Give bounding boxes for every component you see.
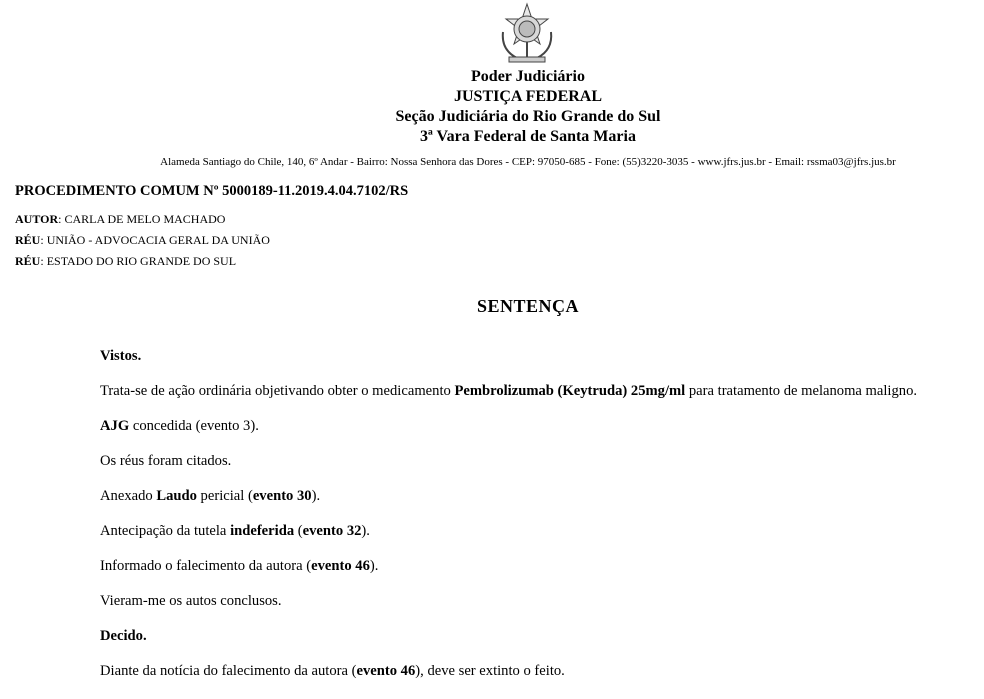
party-defendant: RÉU: ESTADO DO RIO GRANDE DO SUL	[15, 254, 237, 268]
paragraph-decido: Decido.	[100, 628, 147, 644]
party-defendant: RÉU: UNIÃO - ADVOCACIA GERAL DA UNIÃO	[15, 233, 270, 247]
party-role: RÉU	[15, 254, 41, 268]
party-name: CARLA DE MELO MACHADO	[64, 212, 226, 226]
party-role: RÉU	[15, 233, 41, 247]
document-title: SENTENÇA	[476, 296, 580, 316]
paragraph-report: Anexado Laudo pericial (evento 30).	[100, 488, 321, 504]
header-justice: JUSTIÇA FEDERAL	[453, 88, 603, 105]
party-role: AUTOR	[15, 212, 59, 226]
paragraph-citation: Os réus foram citados.	[100, 453, 232, 469]
header-court-unit: 3ª Vara Federal de Santa Maria	[420, 128, 636, 145]
paragraph-death: Informado o falecimento da autora (evento 46).	[100, 558, 379, 574]
procedure-number: PROCEDIMENTO COMUM Nº 5000189-11.2019.4.04.7102/RS	[15, 183, 409, 199]
header-section: Seção Judiciária do Rio Grande do Sul	[395, 108, 661, 125]
party-name: UNIÃO - ADVOCACIA GERAL DA UNIÃO	[46, 233, 270, 247]
paragraph-object: Trata-se de ação ordinária objetivando obter o medicamento Pembrolizumab (Keytruda) 25mg/ml para tratamento de melanoma maligno.	[100, 383, 918, 399]
party-name: ESTADO DO RIO GRANDE DO SUL	[46, 254, 237, 268]
paragraph-ajg: AJG concedida (evento 3).	[100, 418, 259, 434]
party-plaintiff: AUTOR: CARLA DE MELO MACHADO	[15, 212, 226, 226]
paragraph-vistos: Vistos.	[100, 348, 142, 364]
brazil-coat-of-arms-icon	[497, 2, 557, 66]
paragraph-injunction: Antecipação da tutela indeferida (evento 32).	[100, 523, 370, 539]
court-address: Alameda Santiago do Chile, 140, 6º Andar - Bairro: Nossa Senhora das Dores - CEP: 97050-685 - Fone: (55)3220-3035 - www.jfrs.jus.br - Email: rssma03@jfrs.jus.br	[160, 156, 896, 168]
paragraph-conclusos: Vieram-me os autos conclusos.	[100, 593, 282, 609]
paragraph-extinction: Diante da notícia do falecimento da autora (evento 46), deve ser extinto o feito.	[100, 663, 565, 679]
header-court: Poder Judiciário	[471, 68, 585, 85]
